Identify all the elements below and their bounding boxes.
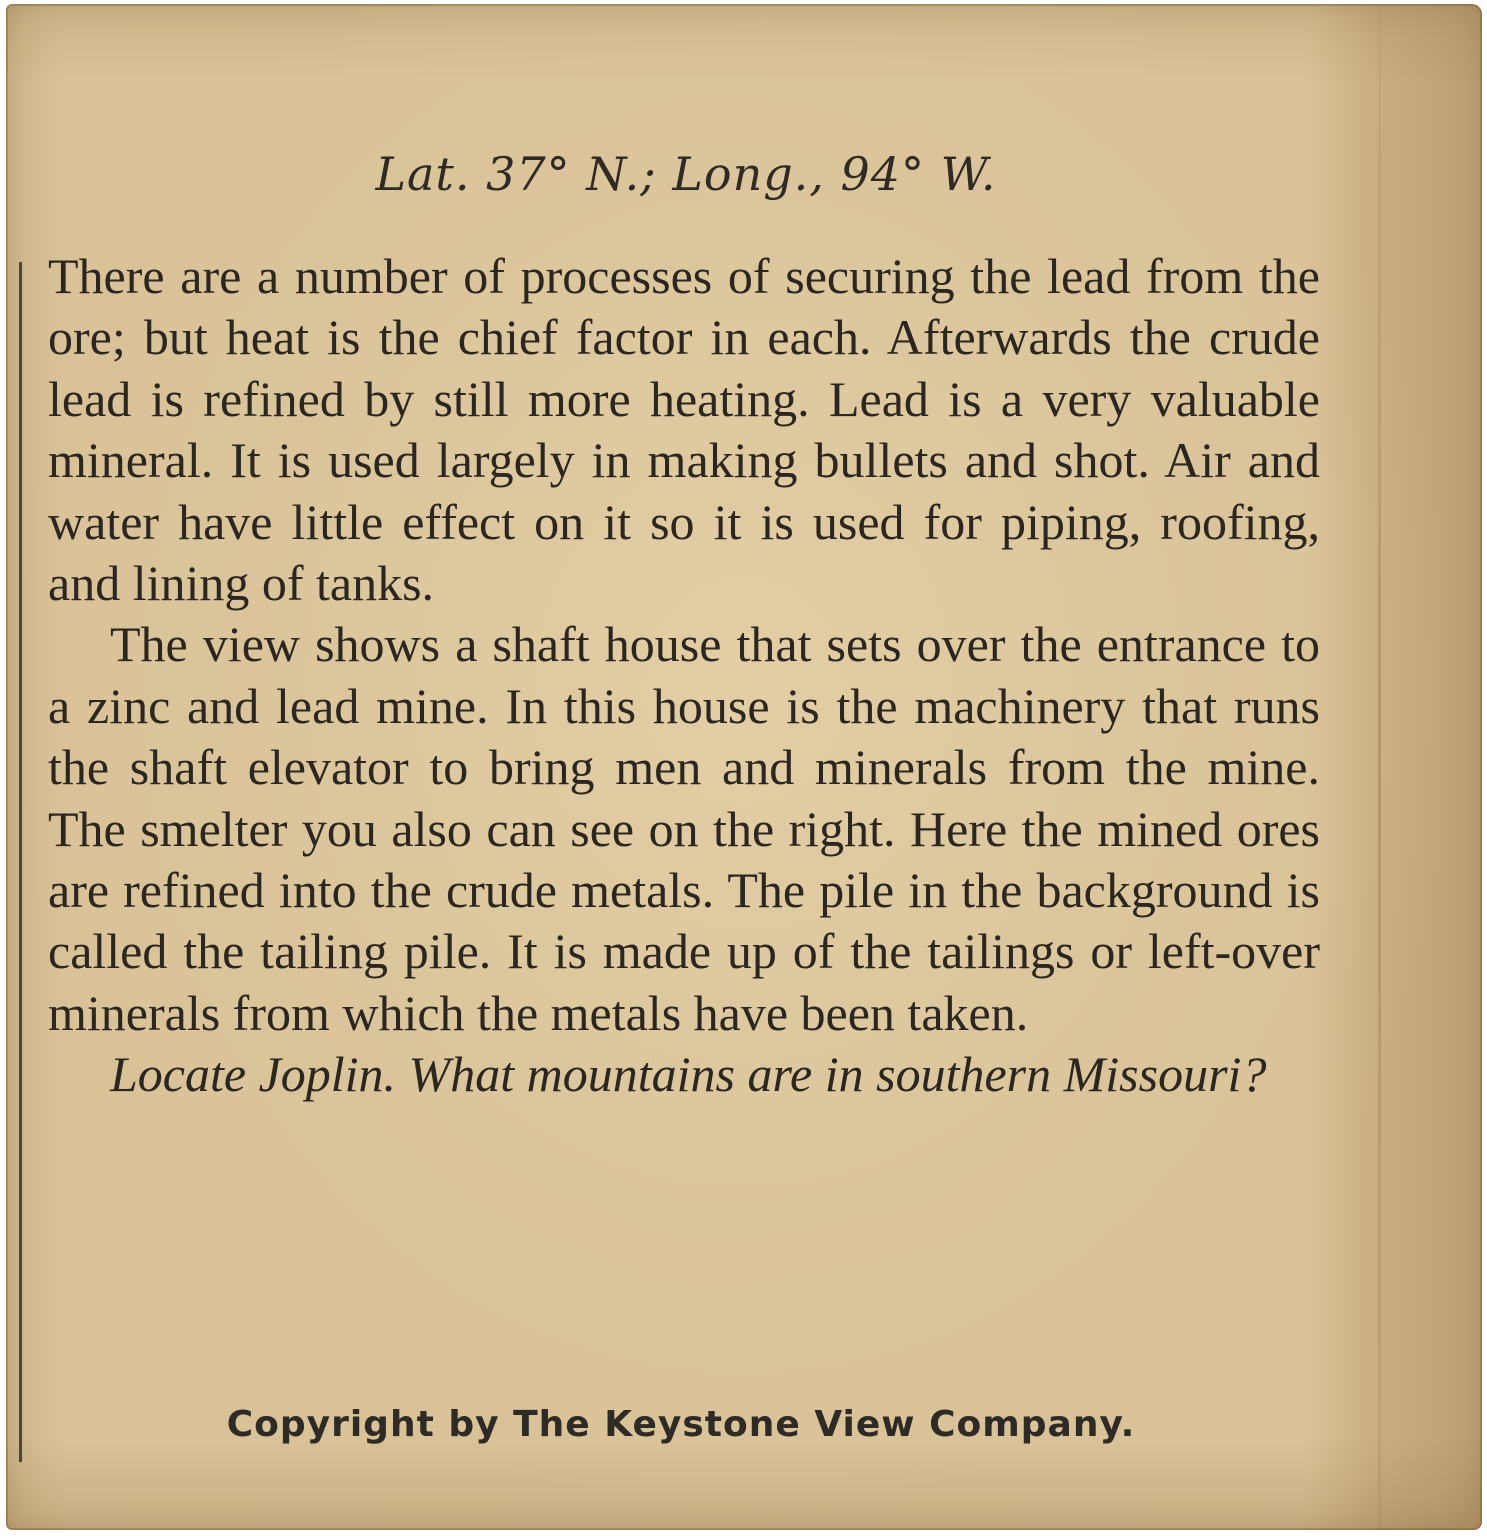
stereoview-card-back [6,4,1482,1530]
left-margin-rule [19,262,22,1462]
coordinates-heading: Lat. 37° N.; Long., 94° W. [375,147,997,201]
paragraph-shaft-house: The view shows a shaft house that sets over the entrance to a zinc and lead mine. In this house is the machinery that runs the shaft elevator to bring men and minerals from the mine. The smelter you also can see on the right. Here the mined ores are refined into the crude metals. The pile in the background is called the tailing pile. It is made up of the tailings or left-over minerals from which the metals have been taken. [48,616,1320,1041]
study-question: Locate Joplin. What mountains are in southern Missouri? [110,1046,1267,1103]
card-crease [1378,4,1381,1530]
copyright-line: Copyright by The Keystone View Company. [226,1404,1136,1445]
description-text [48,246,1320,1106]
paragraph-lead-processing: There are a number of processes of securing the lead from the ore; but heat is the chief factor in each. Afterwards the crude lead is refined by still more heating. Lead is a very valuable mineral. It is used largely in making bullets and shot. Air and water have little effect on it so it is used for piping, roofing, and lining of tanks. [48,248,1320,612]
